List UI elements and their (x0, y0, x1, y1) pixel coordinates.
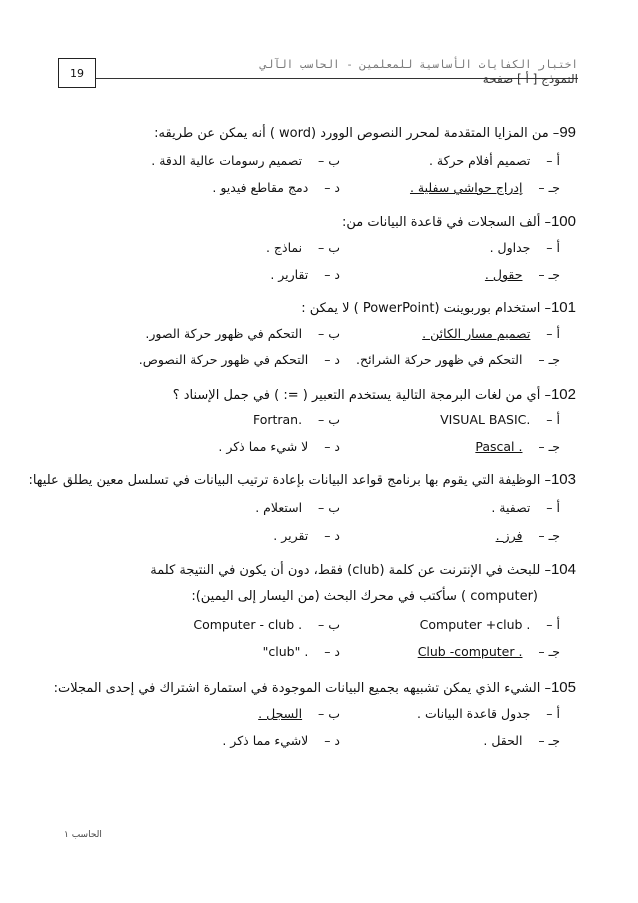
option-d: د – لاشيء مما ذكر . (222, 733, 340, 748)
footer-text: الحاسب ١ (64, 830, 102, 840)
option-c: جـ – Club -computer . (417, 644, 560, 659)
option-b: ب – Fortran. (252, 412, 340, 427)
option-d: د – "club" . (262, 644, 340, 659)
option-c: جـ – إدراج حواشي سفلية . (409, 180, 560, 195)
question-text: – من المزايا المتقدمة لمحرر النصوص الوورد (word ) أنه يمكن عن طريقه: (154, 126, 560, 141)
option-a: أ – تصميم أفلام حركة . (428, 153, 560, 168)
question-text: – أي من لغات البرمجة التالية يستخدم التعبير ( =: ) في جمل الإسناد ؟ (172, 388, 551, 403)
option-c: جـ – فرز . (495, 528, 560, 543)
option-c: جـ – التحكم في ظهور حركة الشرائح. (356, 352, 560, 367)
option-a: أ – تصميم مسار الكائن . (422, 326, 560, 341)
question-102 (173, 386, 576, 403)
option-a: أ – Computer +club . (419, 617, 560, 632)
question-105 (54, 679, 576, 696)
option-b: ب – السجل . (258, 706, 340, 721)
question-104-line2: (computer ) سأكتب في محرك البحث (من اليسار إلى اليمين): (191, 589, 538, 604)
question-number: 99 (559, 124, 576, 141)
question-number: 104 (550, 561, 576, 578)
question-99 (154, 124, 576, 141)
option-b: ب – نماذج . (265, 240, 340, 255)
header-title: اختبار الكفايات الأساسية للمعلمين - الحاسب الآلي (260, 58, 578, 71)
question-number: 100 (550, 213, 576, 230)
question-101 (301, 299, 576, 316)
option-c: جـ – حقول . (484, 267, 560, 282)
question-number: 102 (550, 386, 576, 403)
option-a: أ – جداول . (489, 240, 560, 255)
option-c: جـ – الحقل . (483, 733, 560, 748)
question-103 (28, 471, 576, 488)
page-number: 19 (70, 66, 84, 80)
question-text: – الشيء الذي يمكن تشبيهه بجميع البيانات الموجودة في استمارة اشتراك في إحدى المجلات: (53, 681, 551, 696)
question-text: – للبحث في الإنترنت عن كلمة (club) فقط، دون أن يكون في النتيجة كلمة (150, 563, 551, 578)
question-text: – الوظيفة التي يقوم بها برنامج قواعد البيانات بإعادة ترتيب البيانات في تسلسل معين يطلق عليها: (28, 473, 551, 488)
option-a: أ – VISUAL BASIC. (440, 412, 560, 427)
question-text: – استخدام بوربوينت (PowerPoint ) لا يمكن : (301, 301, 551, 316)
page-number-box (58, 58, 96, 88)
option-c: جـ – Pascal . (475, 439, 560, 454)
option-b: ب – تصميم رسومات عالية الدقة . (151, 153, 340, 168)
question-text: – ألف السجلات في قاعدة البيانات من: (342, 215, 551, 230)
option-d: د – لا شيء مما ذكر . (218, 439, 340, 454)
header-subtitle: النموذج [ أ ] صفحة (482, 72, 578, 86)
question-number: 101 (550, 299, 576, 316)
question-104 (150, 561, 576, 578)
option-b: ب – Computer - club . (193, 617, 340, 632)
option-d: د – تقارير . (270, 267, 340, 282)
option-a: أ – تصفية . (491, 500, 560, 515)
question-number: 105 (550, 679, 576, 696)
option-a: أ – جدول قاعدة البيانات . (417, 706, 560, 721)
option-d: د – تقرير . (273, 528, 340, 543)
question-100 (342, 213, 576, 230)
option-d: د – التحكم في ظهور حركة النصوص. (138, 352, 340, 367)
option-b: ب – التحكم في ظهور حركة الصور. (145, 326, 340, 341)
option-b: ب – استعلام . (255, 500, 340, 515)
option-d: د – دمج مقاطع فيديو . (212, 180, 340, 195)
question-number: 103 (550, 471, 576, 488)
